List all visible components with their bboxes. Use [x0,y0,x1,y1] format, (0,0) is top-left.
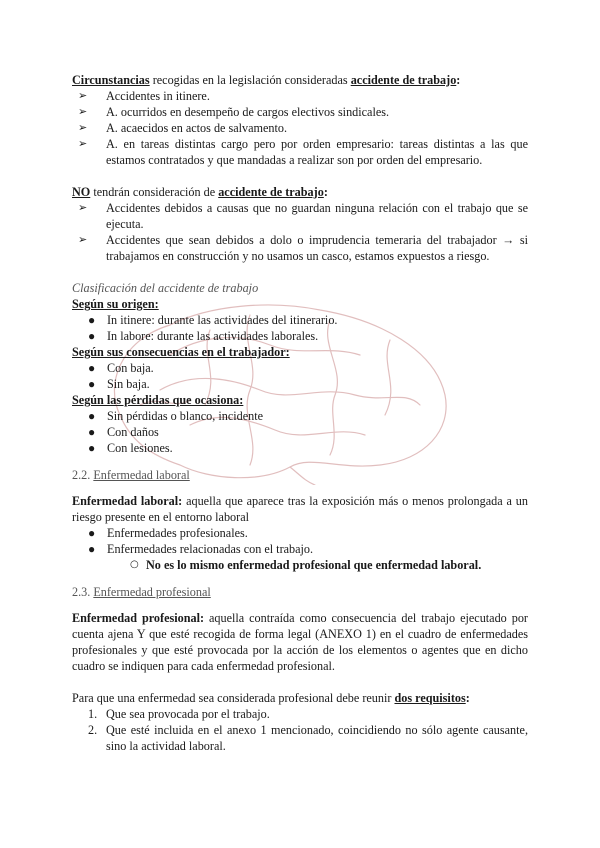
requisitos-intro: Para que una enfermedad sea considerada profesional debe reunir dos requisitos: [72,691,470,705]
laboral-list [72,525,528,557]
no-term: NO [72,185,91,199]
arrow-bullet-icon: ➢ [78,89,88,102]
arrow-bullet-icon: ➢ [78,137,88,150]
definition-term: Enfermedad laboral: [72,494,183,508]
list-item: ● Con baja. [88,361,154,375]
accidente-term: accidente de trabajo [350,73,457,87]
section-2-2-heading [72,467,528,483]
origen-list [72,312,528,344]
list-item: ○ No es lo mismo enfermedad profesional que enfermedad laboral. [130,558,482,572]
profesional-definition [72,610,528,674]
list-item: 2. Que esté incluida en el anexo 1 mencionado, coincidiendo no sólo agente causante, sino la actividad laboral. [88,723,528,753]
list-item: ➢ Accidentes debidos a causas que no guardan ninguna relación con el trabajo que se ejecuta. [78,201,528,231]
list-item: ➢ Accidentes que sean debidos a dolo o imprudencia temeraria del trabajador → si trabajamos en construcción y no usamos un casco, estamos expuestos a riesgo. [78,233,528,263]
dot-bullet-icon: ● [88,313,96,327]
colon: : [323,185,328,199]
list-item: ➢ A. acaecidos en actos de salvamento. [78,121,288,135]
accidente-term: accidente de trabajo [218,185,324,199]
list-item: ● In labore: durante las actividades laborales. [88,329,319,343]
dot-bullet-icon: ● [88,441,96,455]
laboral-definition [72,493,528,525]
laboral-note-list [72,557,528,573]
list-item: ● Sin baja. [88,377,150,391]
list-item: ● Sin pérdidas o blanco, incidente [88,409,264,423]
arrow-bullet-icon: ➢ [78,105,88,118]
no-text: tendrán consideración de [90,185,219,199]
dot-bullet-icon: ● [88,377,96,391]
circle-bullet-icon: ○ [130,559,139,570]
clasificacion-title: Clasificación del accidente de trabajo [72,281,259,295]
list-number: 1. [88,707,98,721]
document-page [72,72,528,754]
no-accidente-heading [72,184,528,200]
requisitos-list [72,706,528,754]
dot-bullet-icon: ● [88,361,96,375]
list-item: ➢ A. en tareas distintas cargo pero por orden empresario: tareas distintas a las que estamos contratados y que mandadas a realizar son por orden del empresario. [78,137,528,167]
perdidas-list [72,408,528,456]
list-item: ● Enfermedades relacionadas con el trabajo. [88,542,314,556]
circunstancias-heading [72,72,528,88]
circunstancias-text: recogidas en la legislación consideradas [149,73,351,87]
dot-bullet-icon: ● [88,409,96,423]
consecuencias-list [72,360,528,392]
list-item: ● In itinere: durante las actividades del itinerario. [88,313,338,327]
list-number: 2. [88,723,98,737]
definition-text: aquella contraída como consecuencia del trabajo ejecutado por cuenta ajena Y que esté recogida de forma legal (ANEXO 1) en el cuadro de enfermedades profesionales y que esté provocada por la acción de los elementos o agentes que en dicho cuadro se indiquen para cada enfermedad profesional. [72,611,528,673]
section-title: Enfermedad laboral [93,468,190,482]
list-item: ● Con lesiones. [88,441,173,455]
dot-bullet-icon: ● [88,542,96,556]
dot-bullet-icon: ● [88,526,96,540]
section-2-3-heading [72,584,528,600]
arrow-bullet-icon: ➢ [78,121,88,134]
list-item: ● Con daños [88,425,159,439]
list-item: ➢ Accidentes in itinere. [78,89,210,103]
colon: : [456,73,461,87]
requisitos-term: dos requisitos [394,691,466,705]
list-item: ➢ A. ocurridos en desempeño de cargos electivos sindicales. [78,105,390,119]
perdidas-title: Según las pérdidas que ocasiona: [72,393,244,407]
dot-bullet-icon: ● [88,329,96,343]
arrow-bullet-icon: ➢ [78,233,88,246]
consecuencias-title: Según sus consecuencias en el trabajador: [72,345,290,359]
origen-title: Según su origen: [72,297,159,311]
section-number: 2.2. [72,468,94,482]
section-title: Enfermedad profesional [93,585,211,599]
dot-bullet-icon: ● [88,425,96,439]
list-item: 1. Que sea provocada por el trabajo. [88,707,270,721]
definition-term: Enfermedad profesional: [72,611,205,625]
circunstancias-term: Circunstancias [72,73,150,87]
definition-text: aquella que aparece tras la exposición más o menos prolongada a un riesgo presente en el entorno laboral [72,494,528,524]
circunstancias-list [72,88,528,168]
list-item: ● Enfermedades profesionales. [88,526,248,540]
section-number: 2.3. [72,585,94,599]
arrow-bullet-icon: ➢ [78,201,88,214]
no-accidente-list [72,200,528,264]
